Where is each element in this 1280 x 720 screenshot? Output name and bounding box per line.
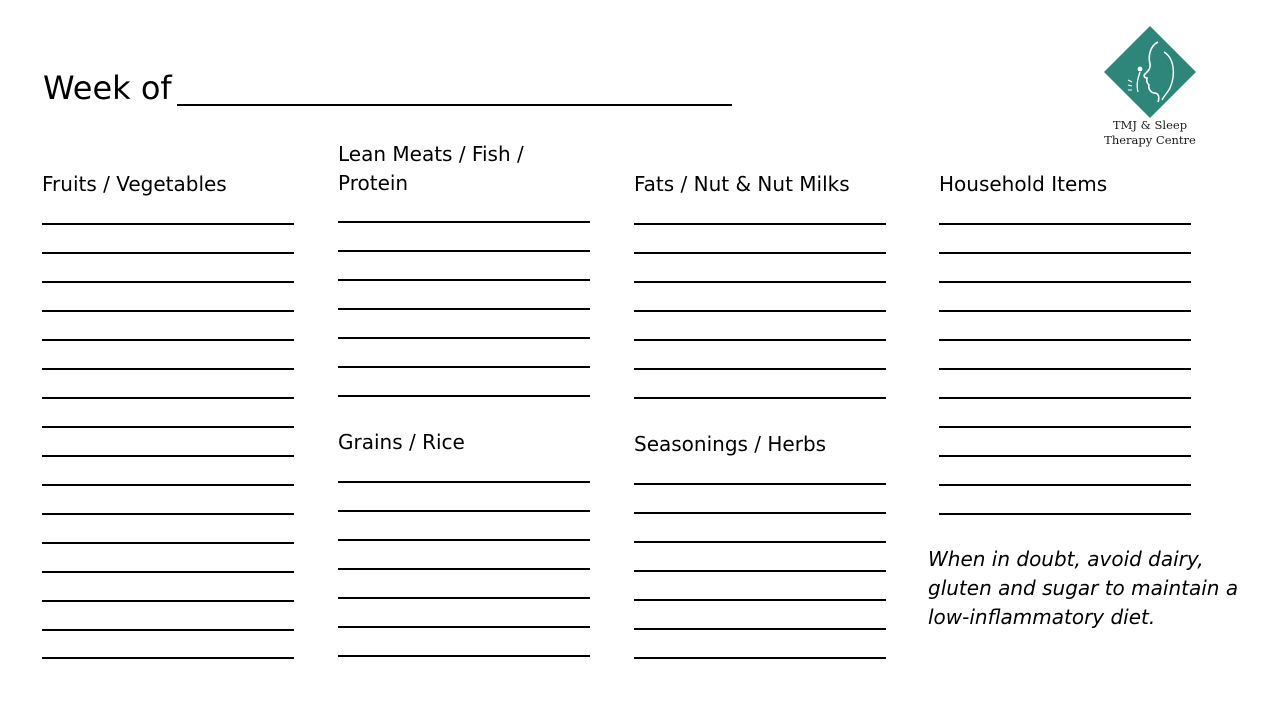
write-in-line[interactable]: [634, 252, 886, 254]
write-in-line[interactable]: [338, 597, 590, 599]
logo-line-1: TMJ & Sleep: [1112, 118, 1188, 132]
write-in-line[interactable]: [338, 308, 590, 310]
write-in-line[interactable]: [634, 628, 886, 630]
write-in-line[interactable]: [939, 252, 1191, 254]
write-in-line[interactable]: [338, 481, 590, 483]
write-in-line[interactable]: [634, 368, 886, 370]
logo: [1098, 22, 1202, 152]
write-in-line[interactable]: [939, 513, 1191, 515]
write-in-line[interactable]: [338, 250, 590, 252]
write-in-line[interactable]: [338, 510, 590, 512]
write-in-line[interactable]: [42, 310, 294, 312]
write-in-line[interactable]: [939, 281, 1191, 283]
heading-seasonings-herbs: Seasonings / Herbs: [634, 432, 827, 456]
heading-lean-meats-line-1: Lean Meats / Fish /: [338, 142, 524, 166]
write-in-line[interactable]: [634, 281, 886, 283]
write-in-line[interactable]: [42, 571, 294, 573]
write-in-line[interactable]: [42, 542, 294, 544]
write-in-line[interactable]: [338, 568, 590, 570]
page-title: Week of: [43, 69, 172, 107]
write-in-line[interactable]: [939, 397, 1191, 399]
write-in-line[interactable]: [42, 252, 294, 254]
heading-fats-nut-milks: Fats / Nut & Nut Milks: [634, 172, 850, 196]
write-in-line[interactable]: [338, 279, 590, 281]
logo-text: [1088, 118, 1212, 148]
write-in-line[interactable]: [338, 337, 590, 339]
write-in-line[interactable]: [634, 512, 886, 514]
write-in-line[interactable]: [42, 629, 294, 631]
diet-note: When in doubt, avoid dairy, gluten and sugar to maintain a low-inflammatory diet.: [928, 547, 1239, 629]
write-in-line[interactable]: [42, 455, 294, 457]
write-in-line[interactable]: [42, 657, 294, 659]
write-in-line[interactable]: [634, 483, 886, 485]
write-in-line[interactable]: [634, 339, 886, 341]
write-in-line[interactable]: [338, 221, 590, 223]
write-in-line[interactable]: [42, 600, 294, 602]
write-in-line[interactable]: [42, 513, 294, 515]
write-in-line[interactable]: [42, 368, 294, 370]
write-in-line[interactable]: [634, 541, 886, 543]
write-in-line[interactable]: [939, 484, 1191, 486]
write-in-line[interactable]: [634, 599, 886, 601]
write-in-line[interactable]: [42, 397, 294, 399]
write-in-line[interactable]: [42, 339, 294, 341]
write-in-line[interactable]: [634, 657, 886, 659]
write-in-line[interactable]: [338, 366, 590, 368]
write-in-line[interactable]: [634, 397, 886, 399]
face-profile-icon: [1098, 22, 1202, 118]
heading-household-items: Household Items: [939, 172, 1108, 196]
write-in-line[interactable]: [42, 281, 294, 283]
heading-fruits-vegetables: Fruits / Vegetables: [42, 172, 227, 196]
logo-line-2: Therapy Centre: [1104, 133, 1196, 147]
write-in-line[interactable]: [634, 223, 886, 225]
write-in-line[interactable]: [42, 484, 294, 486]
write-in-line[interactable]: [338, 539, 590, 541]
heading-grains-rice: Grains / Rice: [338, 430, 465, 454]
week-date-line[interactable]: [177, 104, 732, 106]
write-in-line[interactable]: [939, 310, 1191, 312]
write-in-line[interactable]: [939, 223, 1191, 225]
write-in-line[interactable]: [939, 426, 1191, 428]
write-in-line[interactable]: [939, 368, 1191, 370]
write-in-line[interactable]: [338, 395, 590, 397]
write-in-line[interactable]: [42, 223, 294, 225]
write-in-line[interactable]: [939, 455, 1191, 457]
write-in-line[interactable]: [634, 310, 886, 312]
write-in-line[interactable]: [338, 655, 590, 657]
write-in-line[interactable]: [42, 426, 294, 428]
write-in-line[interactable]: [634, 570, 886, 572]
write-in-line[interactable]: [338, 626, 590, 628]
write-in-line[interactable]: [939, 339, 1191, 341]
heading-lean-meats-line-2: Protein: [338, 171, 409, 195]
